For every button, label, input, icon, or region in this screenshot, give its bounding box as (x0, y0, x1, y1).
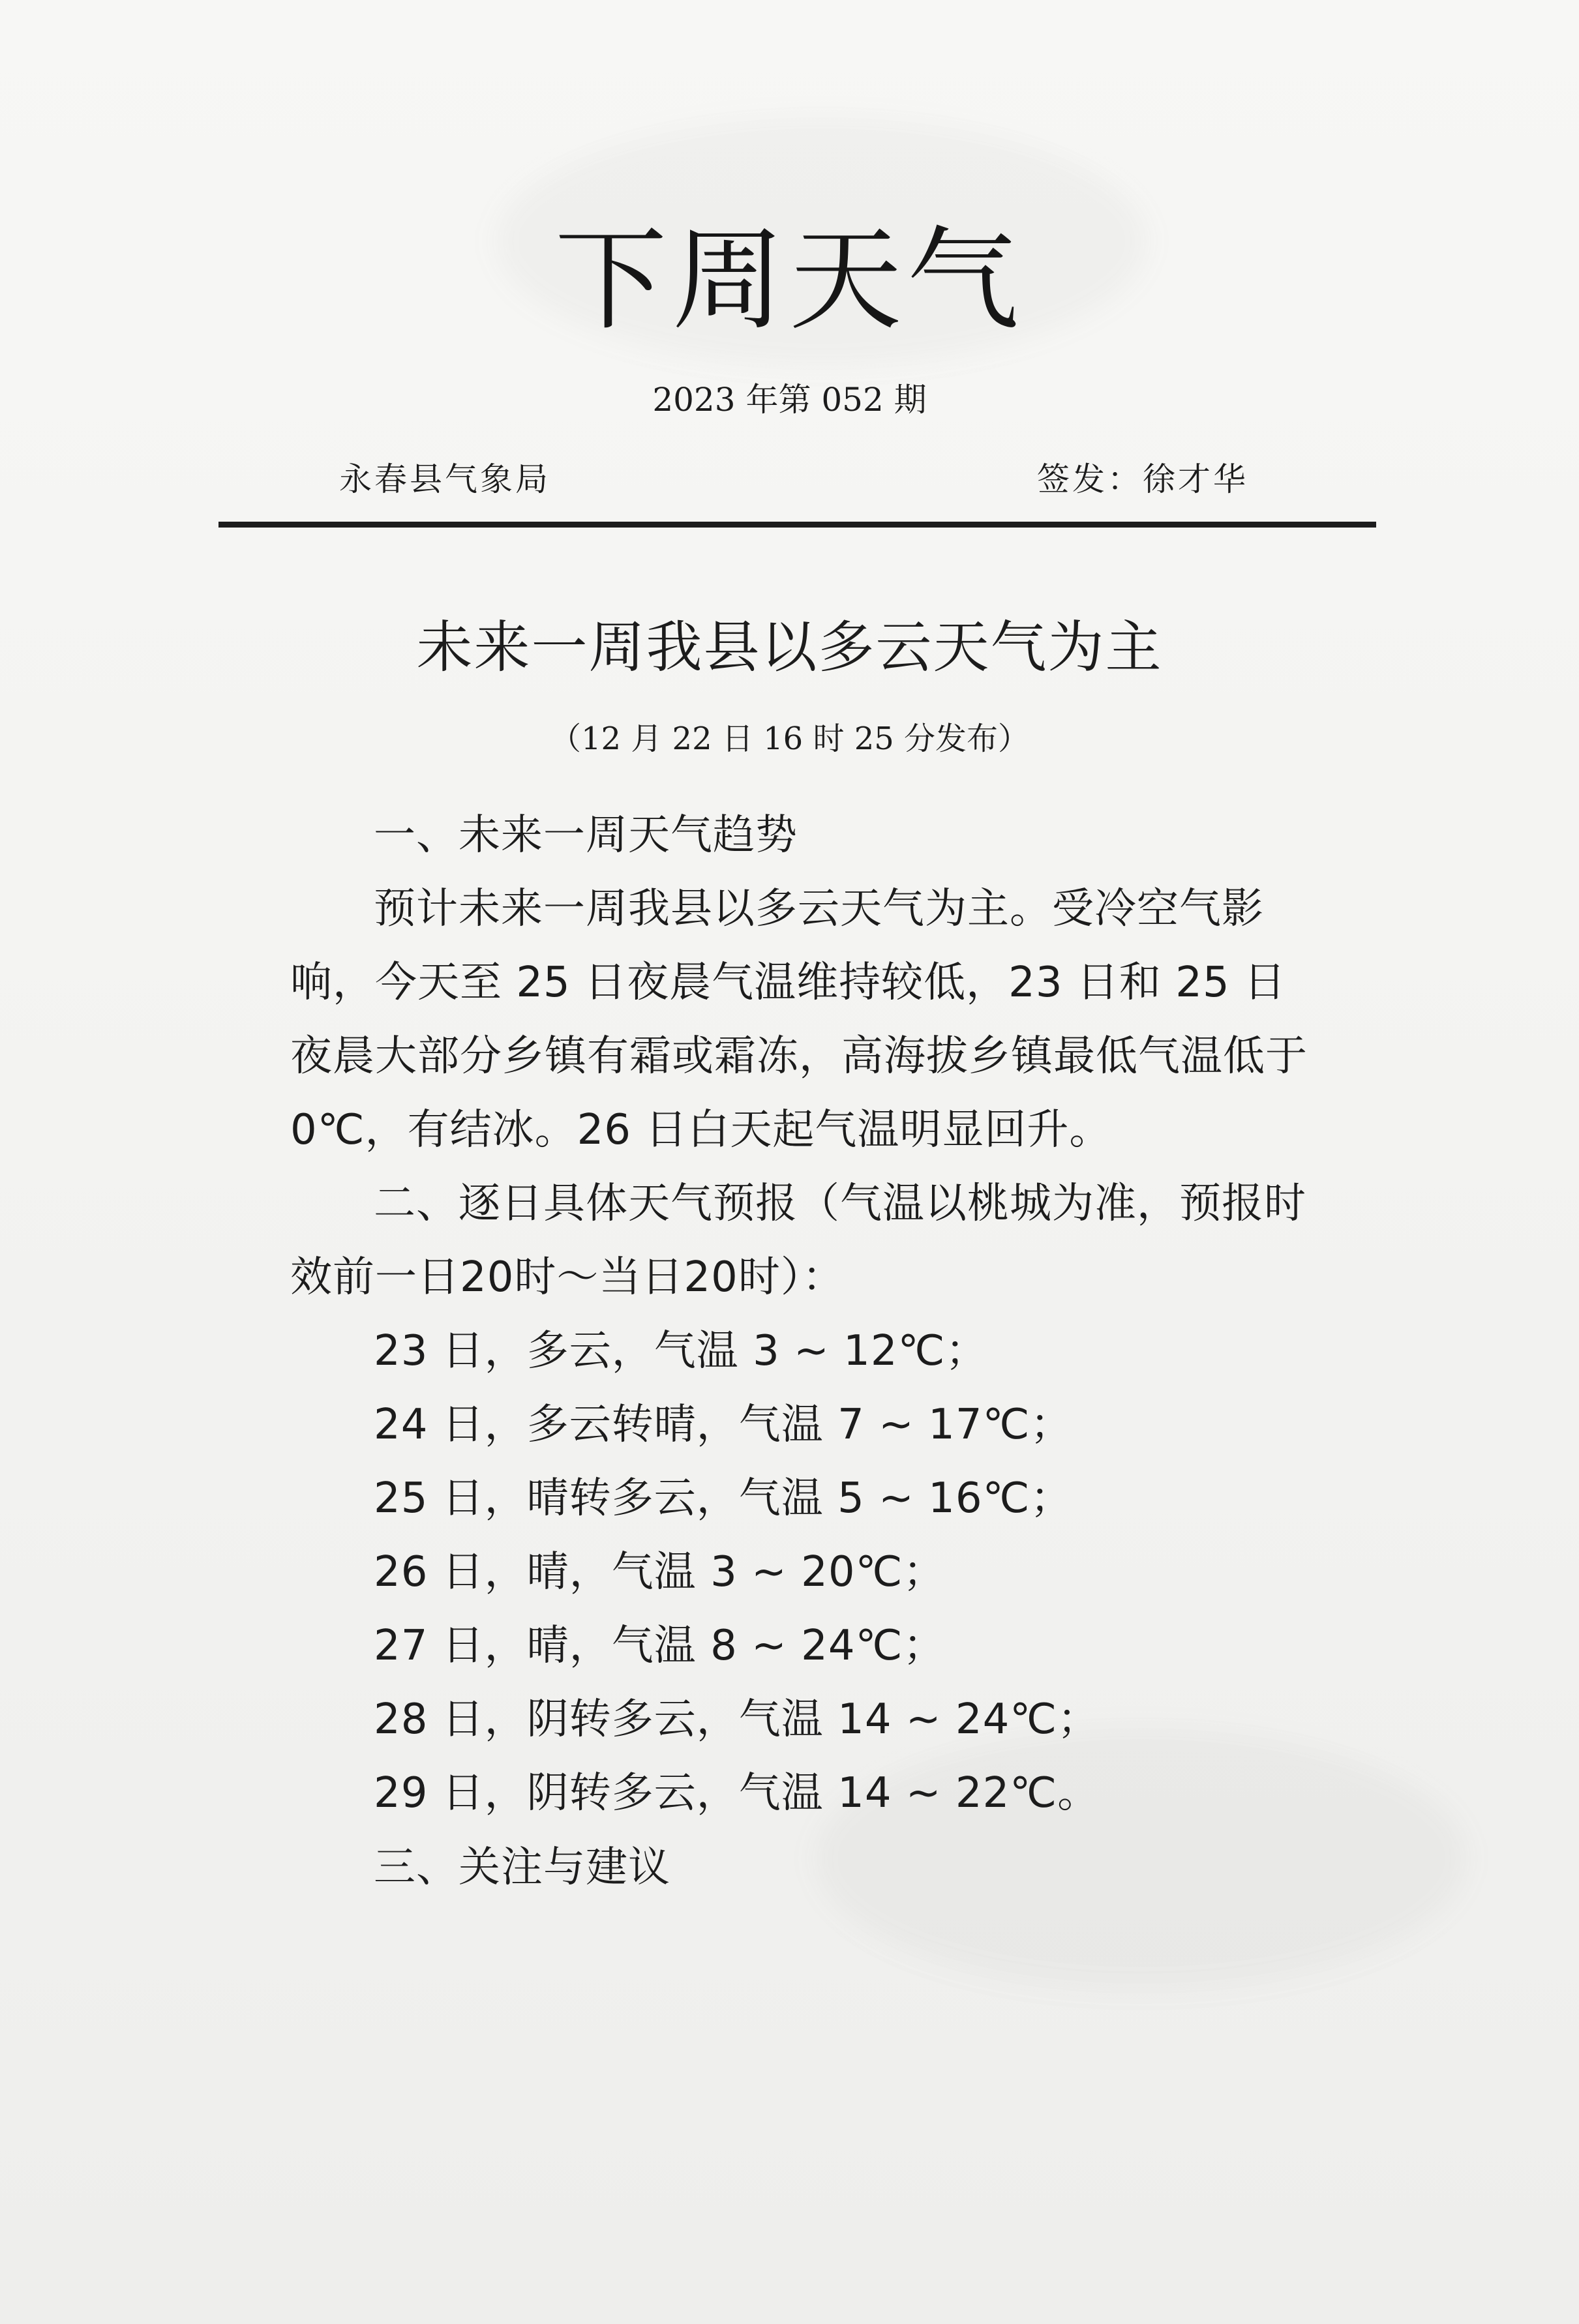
section1-paragraph: 预计未来一周我县以多云天气为主。受冷空气影响，今天至 25 日夜晨气温维持较低，23 日和 25 日夜晨大部分乡镇有霜或霜冻，高海拔乡镇最低气温低于 0℃，有结冰。26 日白天起气温明显回升。 (290, 885, 1308, 1154)
section3-heading-text: 三、关注与建议 (374, 1843, 670, 1892)
issuing-organization: 永春县气象局 (339, 460, 550, 498)
header-divider (218, 522, 1376, 528)
section1-body (290, 872, 1321, 1167)
section1-heading-text: 一、未来一周天气趋势 (374, 811, 798, 859)
article-headline: 未来一周我县以多云天气为主 (416, 615, 1163, 680)
masthead-title: 下周天气 (554, 215, 1025, 346)
forecast-day-29: 29 日，阴转多云，气温 14 ~ 22℃。 (374, 1769, 1100, 1817)
forecast-day-24: 24 日，多云转晴，气温 7 ~ 17℃； (374, 1401, 1073, 1449)
issue-number: 2023 年第 052 期 (652, 381, 927, 419)
forecast-day-26: 26 日，晴，气温 3 ~ 20℃； (374, 1548, 946, 1596)
forecast-day-23: 23 日，多云，气温 3 ~ 12℃； (374, 1327, 988, 1375)
signer: 签发：徐才华 (1037, 460, 1248, 498)
section2-heading (290, 1167, 1321, 1315)
daily-forecast-list (290, 1315, 1321, 1830)
forecast-day-27: 27 日，晴，气温 8 ~ 24℃； (374, 1622, 946, 1670)
section3-heading (290, 1831, 1321, 1905)
issued-time: （12 月 22 日 16 时 25 分发布） (549, 721, 1030, 757)
section1-heading (290, 799, 1321, 872)
forecast-day-25: 25 日，晴转多云，气温 5 ~ 16℃； (374, 1474, 1073, 1523)
section2-heading-text: 二、逐日具体天气预报（气温以桃城为准，预报时效前一日20时～当日20时）： (290, 1180, 1306, 1302)
forecast-day-28: 28 日，阴转多云，气温 14 ~ 24℃； (374, 1695, 1100, 1744)
